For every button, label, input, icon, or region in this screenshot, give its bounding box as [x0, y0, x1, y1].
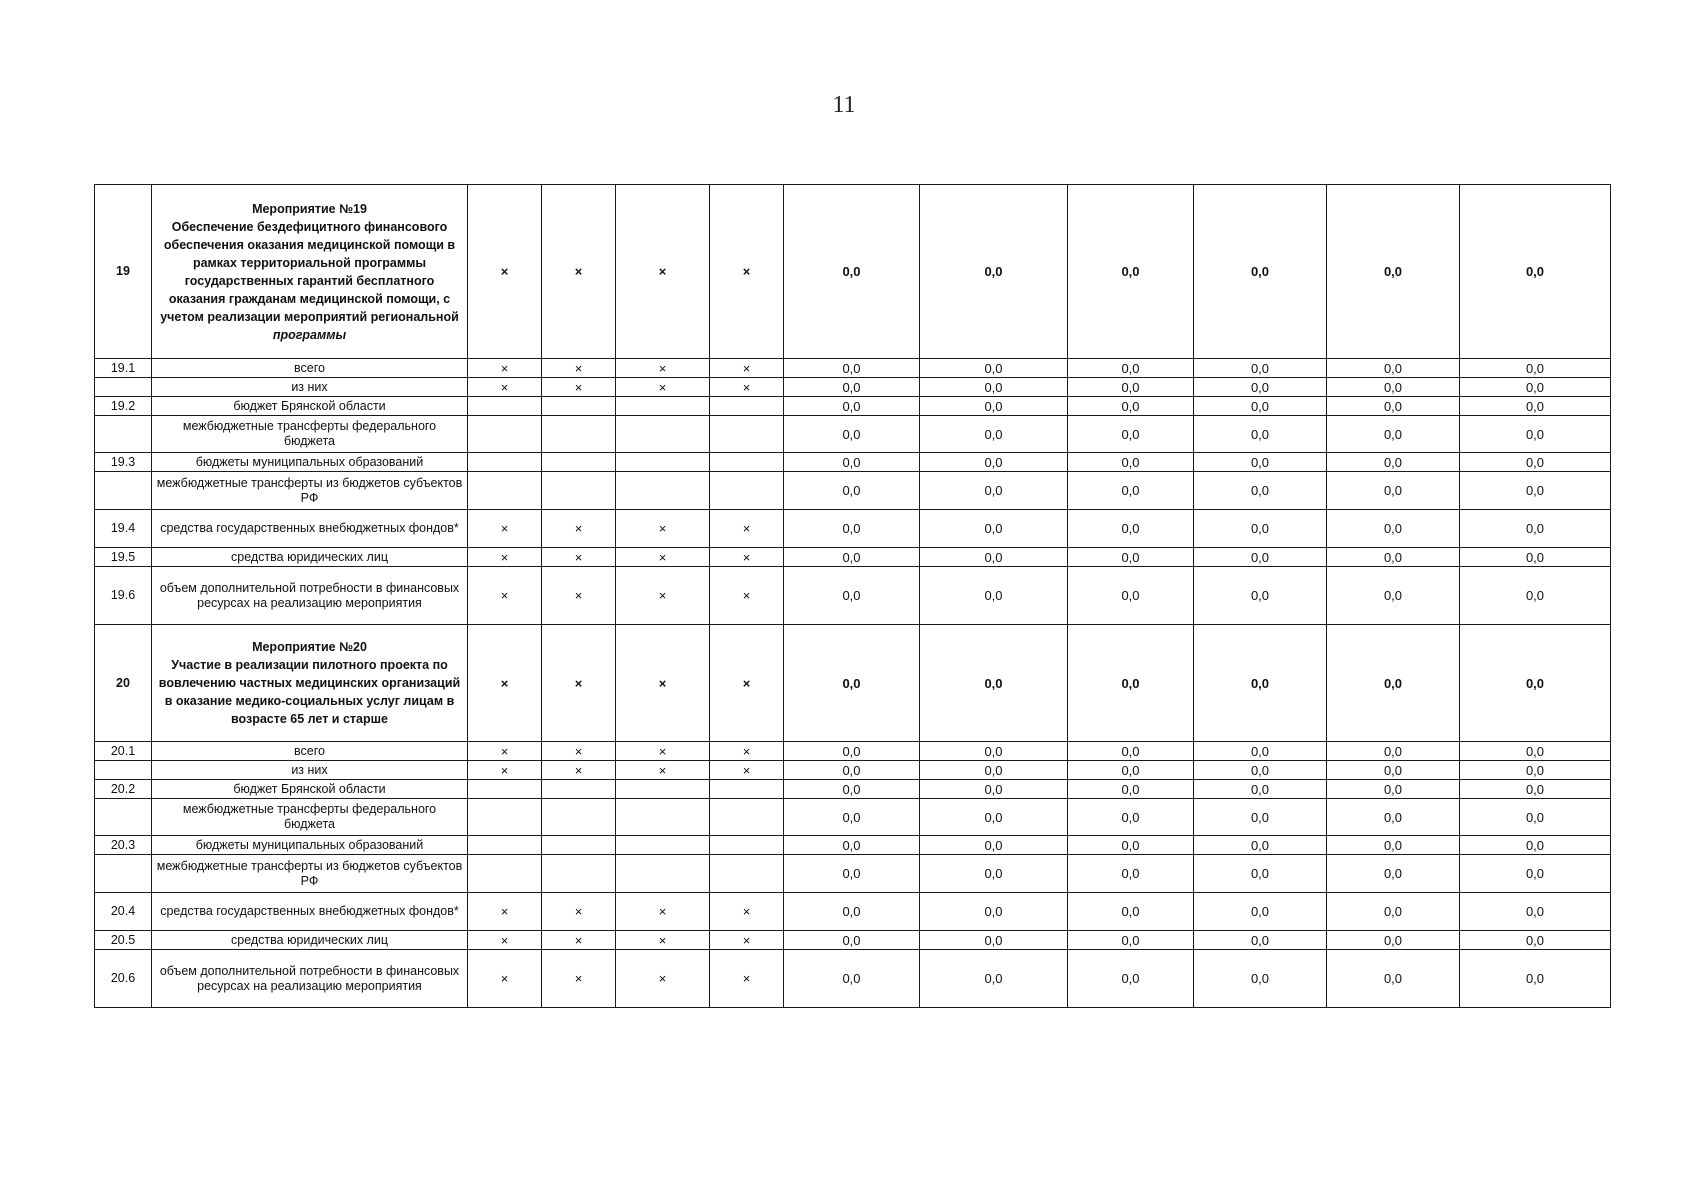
value-cell: 0,0	[784, 799, 920, 836]
value-cell: 0,0	[784, 780, 920, 799]
row-label: из них	[152, 761, 468, 780]
value-cell: 0,0	[784, 836, 920, 855]
value-cell: 0,0	[1194, 567, 1327, 625]
mark-cell	[616, 472, 710, 510]
table-row	[95, 510, 1611, 548]
value-cell: 0,0	[920, 742, 1068, 761]
value-cell: 0,0	[920, 378, 1068, 397]
value-cell: 0,0	[1460, 780, 1611, 799]
row-number	[95, 472, 152, 510]
mark-cell: ×	[616, 185, 710, 359]
mark-cell: ×	[542, 185, 616, 359]
table-row	[95, 799, 1611, 836]
row-label: средства юридических лиц	[152, 548, 468, 567]
row-label: бюджеты муниципальных образований	[152, 453, 468, 472]
table-row	[95, 931, 1611, 950]
row-number: 20.4	[95, 893, 152, 931]
row-label: средства юридических лиц	[152, 931, 468, 950]
table-row	[95, 378, 1611, 397]
value-cell: 0,0	[1460, 931, 1611, 950]
value-cell: 0,0	[1460, 548, 1611, 567]
value-cell: 0,0	[1327, 567, 1460, 625]
mark-cell	[616, 836, 710, 855]
value-cell: 0,0	[920, 625, 1068, 742]
value-cell: 0,0	[1194, 761, 1327, 780]
value-cell: 0,0	[784, 761, 920, 780]
mark-cell	[468, 780, 542, 799]
value-cell: 0,0	[920, 510, 1068, 548]
mark-cell	[710, 472, 784, 510]
row-number: 19.1	[95, 359, 152, 378]
value-cell: 0,0	[1327, 453, 1460, 472]
row-label: межбюджетные трансферты из бюджетов субъектов РФ	[152, 472, 468, 510]
value-cell: 0,0	[784, 359, 920, 378]
table-row	[95, 416, 1611, 453]
value-cell: 0,0	[920, 453, 1068, 472]
value-cell: 0,0	[1194, 548, 1327, 567]
value-cell: 0,0	[784, 416, 920, 453]
value-cell: 0,0	[1460, 836, 1611, 855]
value-cell: 0,0	[784, 893, 920, 931]
value-cell: 0,0	[920, 893, 1068, 931]
mark-cell	[542, 836, 616, 855]
value-cell: 0,0	[1460, 397, 1611, 416]
value-cell: 0,0	[1194, 510, 1327, 548]
value-cell: 0,0	[784, 931, 920, 950]
value-cell: 0,0	[1460, 950, 1611, 1008]
measure-header-row	[95, 625, 1611, 742]
value-cell: 0,0	[784, 625, 920, 742]
value-cell: 0,0	[1194, 378, 1327, 397]
row-number: 19.4	[95, 510, 152, 548]
row-label: всего	[152, 359, 468, 378]
value-cell: 0,0	[1327, 855, 1460, 893]
mark-cell: ×	[542, 742, 616, 761]
mark-cell	[468, 472, 542, 510]
mark-cell: ×	[710, 742, 784, 761]
row-number: 20.1	[95, 742, 152, 761]
page-number: 11	[832, 92, 856, 118]
value-cell: 0,0	[1194, 780, 1327, 799]
value-cell: 0,0	[1460, 742, 1611, 761]
value-cell: 0,0	[1194, 742, 1327, 761]
value-cell: 0,0	[1327, 950, 1460, 1008]
mark-cell	[542, 453, 616, 472]
value-cell: 0,0	[1068, 510, 1194, 548]
value-cell: 0,0	[920, 855, 1068, 893]
row-label: из них	[152, 378, 468, 397]
mark-cell	[542, 780, 616, 799]
value-cell: 0,0	[920, 397, 1068, 416]
value-cell: 0,0	[1068, 548, 1194, 567]
mark-cell	[468, 453, 542, 472]
mark-cell	[710, 453, 784, 472]
mark-cell: ×	[542, 567, 616, 625]
value-cell: 0,0	[920, 548, 1068, 567]
mark-cell: ×	[542, 510, 616, 548]
value-cell: 0,0	[784, 453, 920, 472]
mark-cell: ×	[710, 510, 784, 548]
mark-cell	[542, 855, 616, 893]
value-cell: 0,0	[1068, 472, 1194, 510]
mark-cell	[710, 780, 784, 799]
table-row	[95, 567, 1611, 625]
value-cell: 0,0	[1327, 931, 1460, 950]
value-cell: 0,0	[784, 950, 920, 1008]
value-cell: 0,0	[1327, 761, 1460, 780]
value-cell: 0,0	[784, 855, 920, 893]
value-cell: 0,0	[1194, 950, 1327, 1008]
value-cell: 0,0	[1068, 185, 1194, 359]
value-cell: 0,0	[1068, 416, 1194, 453]
mark-cell: ×	[468, 359, 542, 378]
value-cell: 0,0	[1460, 893, 1611, 931]
mark-cell: ×	[468, 950, 542, 1008]
value-cell: 0,0	[1327, 799, 1460, 836]
mark-cell: ×	[468, 893, 542, 931]
value-cell: 0,0	[920, 950, 1068, 1008]
value-cell: 0,0	[1460, 510, 1611, 548]
row-number: 20.6	[95, 950, 152, 1008]
value-cell: 0,0	[1068, 567, 1194, 625]
value-cell: 0,0	[1460, 472, 1611, 510]
value-cell: 0,0	[784, 378, 920, 397]
table-row	[95, 780, 1611, 799]
value-cell: 0,0	[1327, 836, 1460, 855]
measure-description	[152, 185, 468, 359]
mark-cell: ×	[616, 893, 710, 931]
measure-title: Мероприятие №19	[252, 201, 367, 216]
value-cell: 0,0	[1327, 472, 1460, 510]
mark-cell: ×	[468, 761, 542, 780]
value-cell: 0,0	[1327, 893, 1460, 931]
value-cell: 0,0	[784, 472, 920, 510]
table-row	[95, 761, 1611, 780]
mark-cell: ×	[710, 185, 784, 359]
financing-table	[94, 184, 1611, 1008]
mark-cell: ×	[710, 567, 784, 625]
mark-cell: ×	[542, 548, 616, 567]
mark-cell: ×	[542, 378, 616, 397]
value-cell: 0,0	[784, 742, 920, 761]
value-cell: 0,0	[1460, 453, 1611, 472]
measure-header-row	[95, 185, 1611, 359]
value-cell: 0,0	[1068, 931, 1194, 950]
mark-cell	[468, 799, 542, 836]
mark-cell: ×	[468, 625, 542, 742]
value-cell: 0,0	[1327, 378, 1460, 397]
value-cell: 0,0	[920, 761, 1068, 780]
measure-text: Участие в реализации пилотного проекта по вовлечению частных медицинских организаций в оказание медико-социальных услуг лицам в возрасте 65 лет и старше	[158, 658, 461, 726]
row-label: средства государственных внебюджетных фондов*	[152, 510, 468, 548]
row-number	[95, 855, 152, 893]
mark-cell: ×	[710, 548, 784, 567]
mark-cell: ×	[468, 548, 542, 567]
mark-cell	[710, 416, 784, 453]
table-row	[95, 453, 1611, 472]
mark-cell: ×	[616, 761, 710, 780]
value-cell: 0,0	[1068, 359, 1194, 378]
measure-title: Мероприятие №20	[252, 640, 367, 654]
measure-description	[152, 625, 468, 742]
mark-cell: ×	[542, 931, 616, 950]
table-body	[95, 185, 1611, 1008]
mark-cell	[468, 855, 542, 893]
mark-cell: ×	[616, 950, 710, 1008]
mark-cell: ×	[710, 893, 784, 931]
value-cell: 0,0	[1194, 893, 1327, 931]
mark-cell	[542, 799, 616, 836]
mark-cell: ×	[710, 761, 784, 780]
value-cell: 0,0	[1327, 397, 1460, 416]
value-cell: 0,0	[1194, 453, 1327, 472]
mark-cell: ×	[710, 950, 784, 1008]
mark-cell: ×	[710, 378, 784, 397]
mark-cell: ×	[616, 510, 710, 548]
row-label: межбюджетные трансферты федерального бюджета	[152, 416, 468, 453]
row-label: бюджет Брянской области	[152, 397, 468, 416]
row-number	[95, 761, 152, 780]
value-cell: 0,0	[1460, 185, 1611, 359]
mark-cell	[616, 453, 710, 472]
row-number: 19.3	[95, 453, 152, 472]
mark-cell	[710, 836, 784, 855]
value-cell: 0,0	[1327, 780, 1460, 799]
value-cell: 0,0	[1194, 799, 1327, 836]
value-cell: 0,0	[1460, 799, 1611, 836]
mark-cell: ×	[616, 359, 710, 378]
row-number: 19.5	[95, 548, 152, 567]
value-cell: 0,0	[920, 359, 1068, 378]
table-row	[95, 548, 1611, 567]
mark-cell	[710, 855, 784, 893]
row-number: 19.6	[95, 567, 152, 625]
value-cell: 0,0	[784, 548, 920, 567]
mark-cell: ×	[710, 359, 784, 378]
value-cell: 0,0	[1460, 416, 1611, 453]
mark-cell: ×	[710, 931, 784, 950]
mark-cell: ×	[542, 359, 616, 378]
row-label: межбюджетные трансферты из бюджетов субъектов РФ	[152, 855, 468, 893]
value-cell: 0,0	[1068, 625, 1194, 742]
value-cell: 0,0	[1327, 742, 1460, 761]
row-number: 19.2	[95, 397, 152, 416]
value-cell: 0,0	[1068, 397, 1194, 416]
value-cell: 0,0	[920, 799, 1068, 836]
value-cell: 0,0	[1068, 893, 1194, 931]
mark-cell	[542, 416, 616, 453]
value-cell: 0,0	[1460, 625, 1611, 742]
table-row	[95, 742, 1611, 761]
mark-cell	[542, 472, 616, 510]
mark-cell: ×	[542, 625, 616, 742]
measure-text: Обеспечение бездефицитного финансового обеспечения оказания медицинской помощи в рамках территориальной программы государственных гарантий бесплатного оказания гражданам медицинской помощи, с учетом реализации мероприятий региональной	[160, 219, 459, 324]
mark-cell	[616, 780, 710, 799]
mark-cell: ×	[542, 950, 616, 1008]
value-cell: 0,0	[920, 472, 1068, 510]
mark-cell	[616, 855, 710, 893]
value-cell: 0,0	[1194, 416, 1327, 453]
value-cell: 0,0	[1194, 472, 1327, 510]
measure-number: 19	[95, 185, 152, 359]
value-cell: 0,0	[1194, 625, 1327, 742]
mark-cell: ×	[616, 931, 710, 950]
table-row	[95, 397, 1611, 416]
measure-text-tail: программы	[272, 327, 347, 342]
value-cell: 0,0	[1194, 836, 1327, 855]
row-label: объем дополнительной потребности в финансовых ресурсах на реализацию мероприятия	[152, 950, 468, 1008]
value-cell: 0,0	[1327, 185, 1460, 359]
row-number: 20.2	[95, 780, 152, 799]
mark-cell: ×	[616, 378, 710, 397]
row-number	[95, 416, 152, 453]
mark-cell: ×	[468, 931, 542, 950]
table-row	[95, 836, 1611, 855]
table-row	[95, 359, 1611, 378]
value-cell: 0,0	[920, 931, 1068, 950]
value-cell: 0,0	[784, 510, 920, 548]
table-row	[95, 950, 1611, 1008]
value-cell: 0,0	[1068, 378, 1194, 397]
row-number: 20.5	[95, 931, 152, 950]
mark-cell: ×	[616, 625, 710, 742]
table-row	[95, 855, 1611, 893]
row-label: бюджеты муниципальных образований	[152, 836, 468, 855]
mark-cell: ×	[542, 893, 616, 931]
mark-cell	[468, 397, 542, 416]
value-cell: 0,0	[1194, 397, 1327, 416]
value-cell: 0,0	[1194, 185, 1327, 359]
value-cell: 0,0	[1194, 931, 1327, 950]
value-cell: 0,0	[1460, 761, 1611, 780]
mark-cell: ×	[616, 567, 710, 625]
value-cell: 0,0	[1068, 780, 1194, 799]
value-cell: 0,0	[1327, 510, 1460, 548]
row-label: объем дополнительной потребности в финансовых ресурсах на реализацию мероприятия	[152, 567, 468, 625]
row-label: бюджет Брянской области	[152, 780, 468, 799]
mark-cell	[542, 397, 616, 416]
value-cell: 0,0	[1460, 567, 1611, 625]
mark-cell: ×	[710, 625, 784, 742]
mark-cell: ×	[468, 185, 542, 359]
value-cell: 0,0	[1460, 855, 1611, 893]
row-label: всего	[152, 742, 468, 761]
value-cell: 0,0	[784, 567, 920, 625]
row-number: 20.3	[95, 836, 152, 855]
mark-cell: ×	[468, 742, 542, 761]
value-cell: 0,0	[1327, 548, 1460, 567]
table-row	[95, 472, 1611, 510]
value-cell: 0,0	[1068, 742, 1194, 761]
value-cell: 0,0	[1327, 416, 1460, 453]
mark-cell: ×	[616, 548, 710, 567]
value-cell: 0,0	[920, 836, 1068, 855]
value-cell: 0,0	[784, 185, 920, 359]
value-cell: 0,0	[1460, 359, 1611, 378]
value-cell: 0,0	[1068, 453, 1194, 472]
mark-cell	[616, 799, 710, 836]
mark-cell	[616, 416, 710, 453]
mark-cell: ×	[468, 567, 542, 625]
mark-cell	[710, 397, 784, 416]
measure-number: 20	[95, 625, 152, 742]
value-cell: 0,0	[1068, 836, 1194, 855]
mark-cell: ×	[542, 761, 616, 780]
row-label: межбюджетные трансферты федерального бюджета	[152, 799, 468, 836]
value-cell: 0,0	[1327, 359, 1460, 378]
row-label: средства государственных внебюджетных фондов*	[152, 893, 468, 931]
mark-cell	[468, 836, 542, 855]
value-cell: 0,0	[1068, 855, 1194, 893]
value-cell: 0,0	[1194, 359, 1327, 378]
value-cell: 0,0	[1068, 950, 1194, 1008]
value-cell: 0,0	[920, 780, 1068, 799]
mark-cell: ×	[468, 510, 542, 548]
value-cell: 0,0	[1068, 761, 1194, 780]
value-cell: 0,0	[920, 567, 1068, 625]
value-cell: 0,0	[1194, 855, 1327, 893]
value-cell: 0,0	[1327, 625, 1460, 742]
value-cell: 0,0	[1068, 799, 1194, 836]
value-cell: 0,0	[920, 416, 1068, 453]
table-row	[95, 893, 1611, 931]
mark-cell	[710, 799, 784, 836]
mark-cell: ×	[468, 378, 542, 397]
value-cell: 0,0	[920, 185, 1068, 359]
row-number	[95, 378, 152, 397]
mark-cell	[616, 397, 710, 416]
mark-cell: ×	[616, 742, 710, 761]
mark-cell	[468, 416, 542, 453]
value-cell: 0,0	[1460, 378, 1611, 397]
row-number	[95, 799, 152, 836]
value-cell: 0,0	[784, 397, 920, 416]
